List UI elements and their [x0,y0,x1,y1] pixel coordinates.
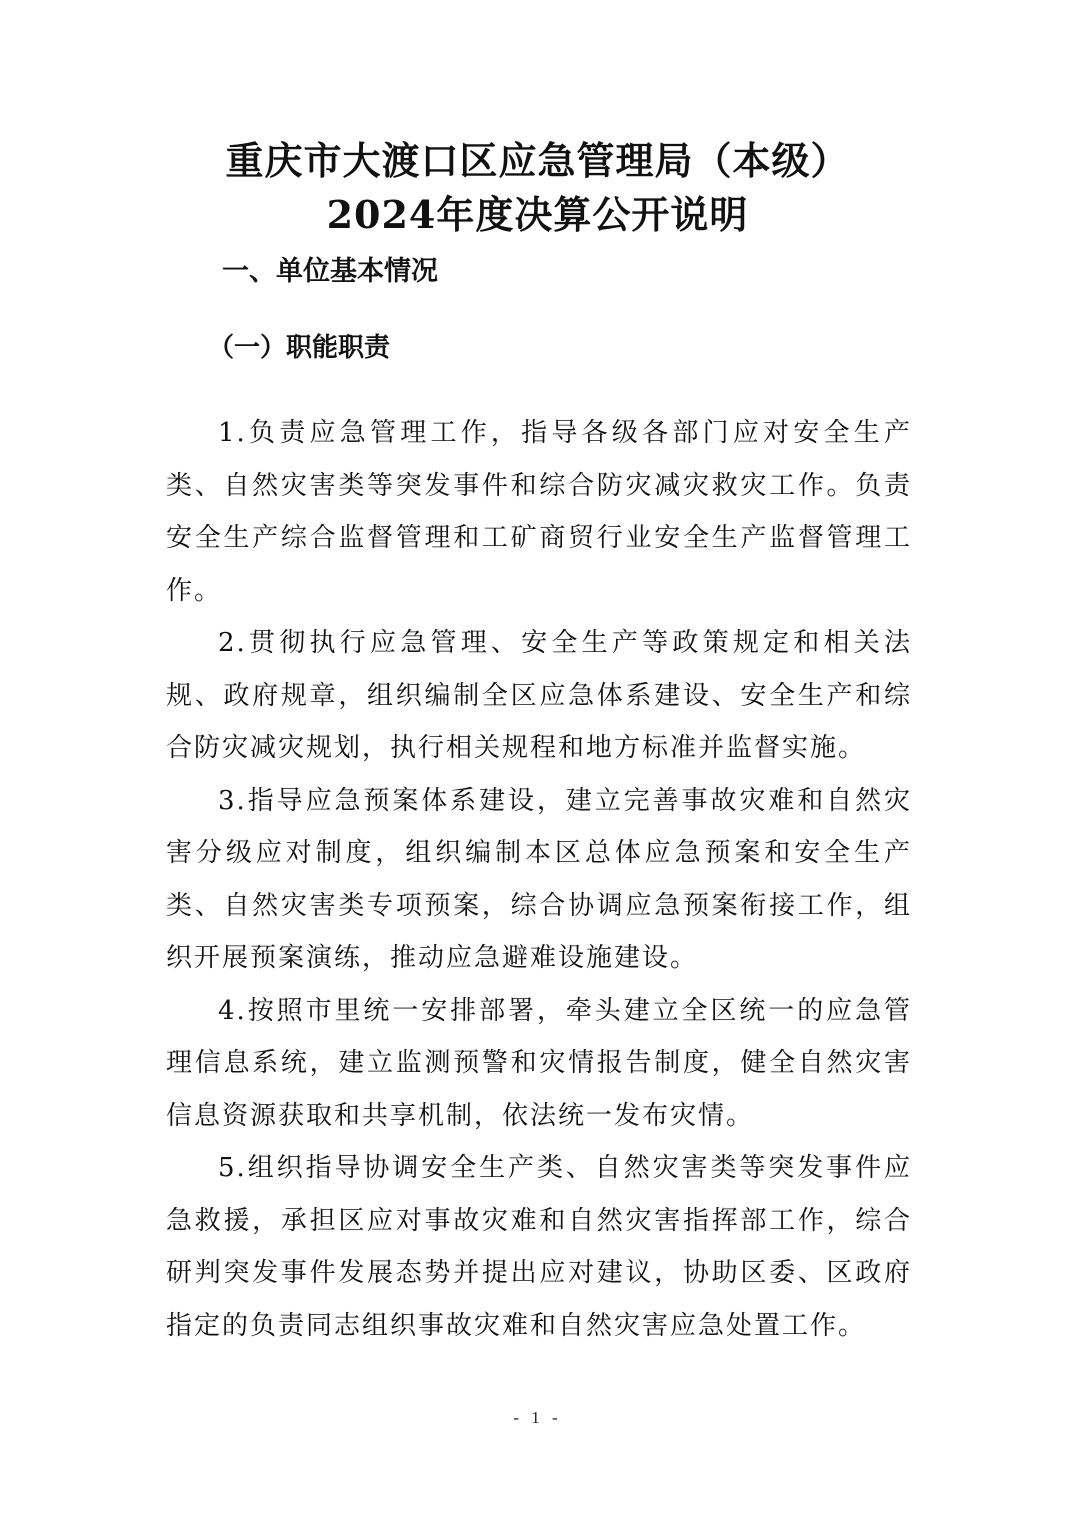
page-number: - 1 - [513,1408,562,1427]
subsection-heading-duties: （一）职能职责 [208,333,391,363]
paragraph-1: 1.负责应急管理工作，指导各级各部门应对安全生产类、自然灾害类等突发事件和综合防灾减灾救灾工作。负责安全生产综合监督管理和工矿商贸行业安全生产监督管理工作。 [166,418,912,606]
document-title-line-1: 重庆市大渡口区应急管理局（本级） [225,138,850,183]
section-heading-basic-info: 一、单位基本情况 [222,256,438,287]
document-body [166,407,912,1352]
paragraph-2: 2.贯彻执行应急管理、安全生产等政策规定和相关法规、政府规章，组织编制全区应急体系建设、安全生产和综合防灾减灾规划，执行相关规程和地方标准并监督实施。 [166,628,912,763]
paragraph-5: 5.组织指导协调安全生产类、自然灾害类等突发事件应急救援，承担区应对事故灾难和自然灾害指挥部工作，综合研判突发事件发展态势并提出应对建议，协助区委、区政府指定的负责同志组织事故灾难和自然灾害应急处置工作。 [166,1153,912,1341]
paragraph-3: 3.指导应急预案体系建设，建立完善事故灾难和自然灾害分级应对制度，组织编制本区总体应急预案和安全生产类、自然灾害类专项预案，综合协调应急预案衔接工作，组织开展预案演练，推动应急避难设施建设。 [166,785,912,973]
paragraph-4: 4.按照市里统一安排部署，牵头建立全区统一的应急管理信息系统，建立监测预警和灾情报告制度，健全自然灾害信息资源获取和共享机制，依法统一发布灾情。 [166,995,912,1131]
document-title-line-2: 2024年度决算公开说明 [326,192,749,237]
